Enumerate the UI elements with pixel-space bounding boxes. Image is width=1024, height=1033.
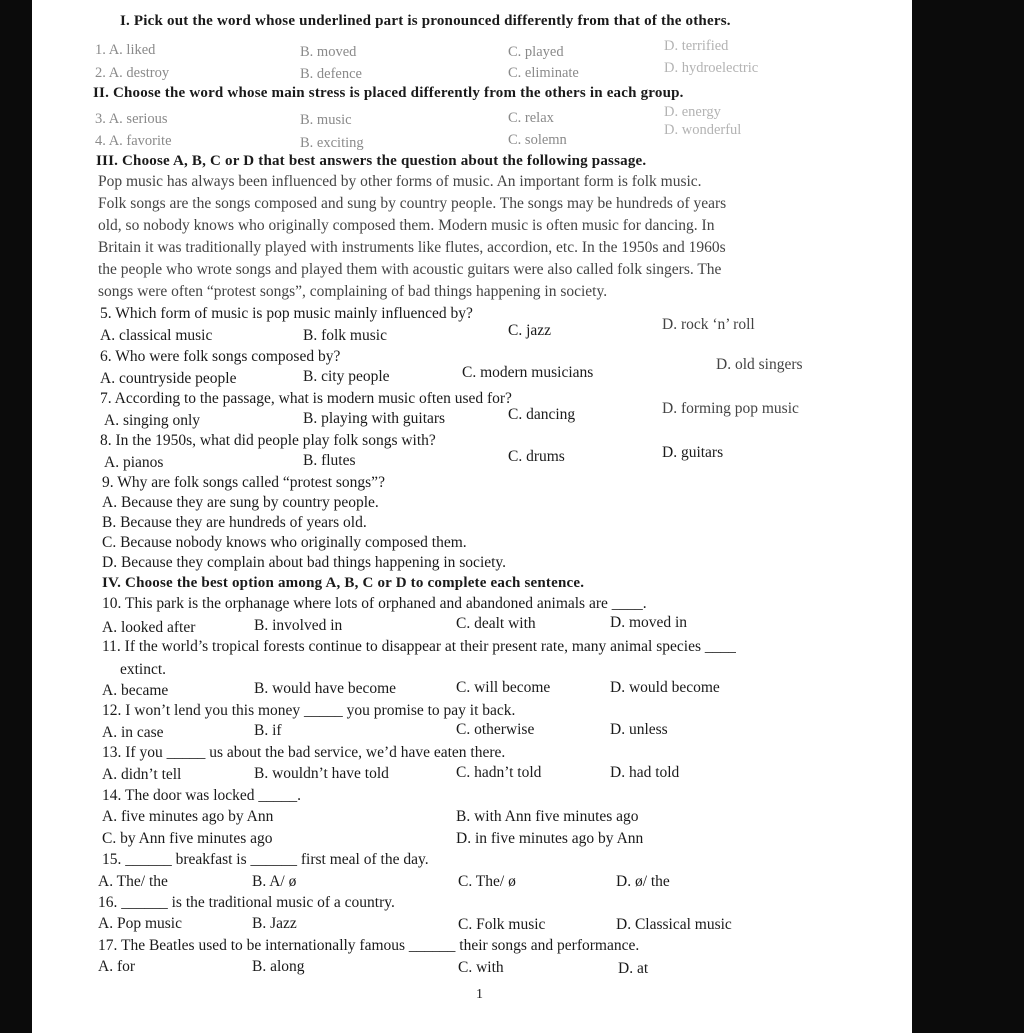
q8-question: 8. In the 1950s, what did people play folk songs with? (100, 432, 436, 449)
q16-option-a: A. Pop music (98, 915, 182, 932)
q8-option-c: C. drums (508, 448, 565, 465)
q2-option-a: 2. A. destroy (95, 65, 170, 81)
q8-option-a: A. pianos (104, 454, 164, 471)
q13-option-a: A. didn’t tell (102, 766, 182, 783)
q9-option-a: A. Because they are sung by country people. (102, 494, 379, 511)
q16-question: 16. ______ is the traditional music of a country. (98, 894, 395, 911)
q9-question: 9. Why are folk songs called “protest songs”? (102, 474, 385, 491)
q4-option-d: D. wonderful (664, 122, 742, 138)
q17-option-b: B. along (252, 958, 305, 975)
q14-option-a: A. five minutes ago by Ann (102, 808, 274, 825)
q4-option-a: 4. A. favorite (95, 133, 172, 149)
worksheet-page (32, 0, 912, 1033)
q6-question: 6. Who were folk songs composed by? (100, 348, 341, 365)
q6-option-d: D. old singers (716, 356, 803, 373)
q5-option-d: D. rock ‘n’ roll (662, 316, 755, 333)
q10-option-b: B. involved in (254, 617, 343, 634)
q3-option-d: D. energy (664, 104, 721, 120)
q12-option-c: C. otherwise (456, 721, 535, 738)
q5-option-b: B. folk music (303, 327, 387, 344)
q13-option-c: C. hadn’t told (456, 764, 542, 781)
q12-question: 12. I won’t lend you this money _____ you promise to pay it back. (102, 702, 516, 719)
q15-option-c: C. The/ ø (458, 873, 516, 890)
q6-option-c: C. modern musicians (462, 364, 594, 381)
q7-option-a: A. singing only (104, 412, 201, 429)
q3-option-b: B. music (300, 112, 352, 128)
q1-option-a: 1. A. liked (95, 42, 156, 58)
q9-option-c: C. Because nobody knows who originally composed them. (102, 534, 467, 551)
q16-option-c: C. Folk music (458, 916, 546, 933)
q11-option-c: C. will become (456, 679, 551, 696)
q3-option-c: C. relax (508, 110, 554, 126)
passage-line-3: old, so nobody knows who originally composed them. Modern music is often music for dancing. In (98, 217, 715, 234)
q11-question-cont: extinct. (120, 661, 167, 678)
q1-option-d: D. terrified (664, 38, 729, 54)
q17-question: 17. The Beatles used to be internationally famous ______ their songs and performance. (98, 937, 640, 954)
q6-option-b: B. city people (303, 368, 390, 385)
q9-option-d: D. Because they complain about bad things happening in society. (102, 554, 507, 571)
passage-line-6: songs were often “protest songs”, complaining of bad things happening in society. (98, 283, 608, 300)
q14-option-d: D. in five minutes ago by Ann (456, 830, 644, 847)
q15-option-b: B. A/ ø (252, 873, 297, 890)
q12-option-d: D. unless (610, 721, 668, 738)
q7-option-b: B. playing with guitars (303, 410, 446, 427)
q17-option-c: C. with (458, 959, 504, 976)
q13-option-b: B. wouldn’t have told (254, 765, 389, 782)
q2-option-d: D. hydroelectric (664, 60, 759, 76)
passage-line-4: Britain it was traditionally played with instruments like flutes, accordion, etc. In the 1950s and 1960s (98, 239, 726, 256)
q15-option-a: A. The/ the (98, 873, 168, 890)
q16-option-d: D. Classical music (616, 916, 732, 933)
passage-line-5: the people who wrote songs and played them with acoustic guitars were also called folk singers. The (98, 261, 722, 278)
q8-option-b: B. flutes (303, 452, 356, 469)
q7-question: 7. According to the passage, what is modern music often used for? (100, 390, 512, 407)
q11-question: 11. If the world’s tropical forests continue to disappear at their present rate, many animal species ____ (102, 638, 736, 655)
q16-option-b: B. Jazz (252, 915, 297, 932)
q5-question: 5. Which form of music is pop music mainly influenced by? (100, 305, 473, 322)
passage-line-1: Pop music has always been influenced by other forms of music. An important form is folk music. (98, 173, 702, 190)
q13-question: 13. If you _____ us about the bad service, we’d have eaten there. (102, 744, 506, 761)
page-number: 1 (476, 987, 483, 1002)
q15-question: 15. ______ breakfast is ______ first meal of the day. (102, 851, 429, 868)
q7-option-d: D. forming pop music (662, 400, 799, 417)
q3-option-a: 3. A. serious (95, 111, 168, 127)
q10-question: 10. This park is the orphanage where lots of orphaned and abandoned animals are ____. (102, 595, 647, 612)
passage-line-2: Folk songs are the songs composed and sung by country people. The songs may be hundreds of years (98, 195, 727, 212)
q2-option-c: C. eliminate (508, 65, 579, 81)
q5-option-c: C. jazz (508, 322, 552, 339)
q10-option-c: C. dealt with (456, 615, 536, 632)
q10-option-d: D. moved in (610, 614, 688, 631)
q17-option-d: D. at (618, 960, 649, 977)
q2-option-b: B. defence (300, 66, 362, 82)
q10-option-a: A. looked after (102, 619, 196, 636)
q6-option-a: A. countryside people (100, 370, 237, 387)
q9-option-b: B. Because they are hundreds of years old. (102, 514, 367, 531)
q4-option-c: C. solemn (508, 132, 567, 148)
q13-option-d: D. had told (610, 764, 680, 781)
q14-option-c: C. by Ann five minutes ago (102, 830, 273, 847)
q11-option-b: B. would have become (254, 680, 397, 697)
section-1-heading: I. Pick out the word whose underlined part is pronounced differently from that of the others. (120, 13, 731, 29)
q1-option-b: B. moved (300, 44, 357, 60)
q11-option-d: D. would become (610, 679, 720, 696)
q15-option-d: D. ø/ the (616, 873, 670, 890)
q1-option-c: C. played (508, 44, 564, 60)
q14-question: 14. The door was locked _____. (102, 787, 302, 804)
q17-option-a: A. for (98, 958, 136, 975)
section-4-heading: IV. Choose the best option among A, B, C or D to complete each sentence. (102, 575, 585, 591)
q12-option-a: A. in case (102, 724, 164, 741)
q11-option-a: A. became (102, 682, 169, 699)
q14-option-b: B. with Ann five minutes ago (456, 808, 639, 825)
section-3-heading: III. Choose A, B, C or D that best answers the question about the following passage. (96, 153, 647, 169)
q4-option-b: B. exciting (300, 135, 364, 151)
q7-option-c: C. dancing (508, 406, 576, 423)
q12-option-b: B. if (254, 722, 282, 739)
section-2-heading: II. Choose the word whose main stress is placed differently from the others in each group. (93, 85, 684, 101)
q5-option-a: A. classical music (100, 327, 213, 344)
q8-option-d: D. guitars (662, 444, 724, 461)
